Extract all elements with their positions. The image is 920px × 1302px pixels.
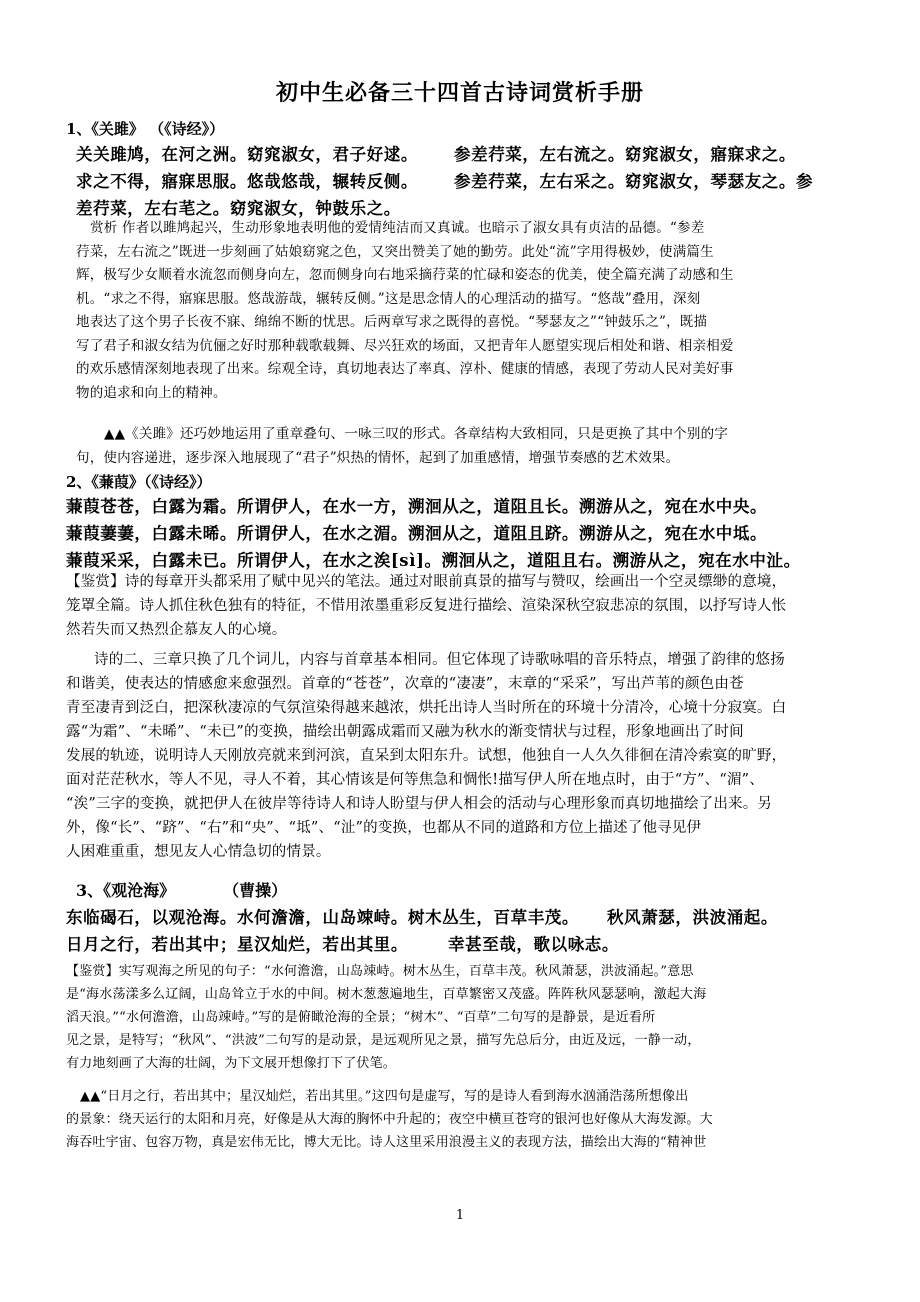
- verse-line: 蒹葭苍苍，白露为霜。所谓伊人，在水一方，溯洄从之，道阻且长。溯游从之，宛在水中央。: [66, 497, 768, 516]
- section-1-verse: [76, 141, 876, 222]
- note-line: 的景象：绕天运行的太阳和月亮，好像是从大海的胸怀中升起的；夜空中横亘苍穹的银河也好像从大海发源。大: [66, 1112, 713, 1127]
- appreciation-line: 【鉴赏】诗的每章开头都采用了赋中见兴的笔法。通过对眼前真景的描写与赞叹，绘画出一个空灵缥缈的意境，: [66, 574, 787, 590]
- analysis-line: 赏析 作者以雎鸠起兴，生动形象地表明他的爱情纯洁而又真诚。也暗示了淑女具有贞洁的品德。“参差: [90, 220, 705, 236]
- paragraph-line: 露“为霜”、“未晞”、“未已”的变换，描绘出朝露成霜而又融为秋水的渐变情状与过程，形象地画出了时间: [66, 724, 744, 740]
- appreciation-line: 【鉴赏】实写观海之所见的句子：“水何澹澹，山岛竦峙。树木丛生，百草丰茂。秋风萧瑟，洪波涌起。”意思: [66, 964, 694, 979]
- section-2-paragraph: [66, 648, 876, 864]
- section-1-note: [76, 423, 876, 470]
- section-3-heading: 3、《观沧海》 （曹操）: [76, 881, 288, 900]
- section-3-appreciation: [66, 960, 876, 1075]
- appreciation-line: 滔天浪。”“水何澹澹，山岛竦峙。”写的是俯瞰沧海的全景；“树木”、“百草”二句写的是静景，是近看所: [66, 1010, 656, 1025]
- analysis-line: 机。“求之不得，寤寐思服。悠哉游哉，辗转反侧。”这是思念情人的心理活动的描写。“悠哉”叠用，深刻: [76, 290, 701, 307]
- paragraph-line: 诗的二、三章只换了几个词儿，内容与首章基本相同。但它体现了诗歌咏唱的音乐特点，增强了韵律的悠扬: [94, 652, 785, 668]
- analysis-line: 的欢乐感情深刻地表现了出来。综观全诗，真切地表达了率真、淳朴、健康的情感，表现了劳动人民对美好事: [76, 361, 734, 377]
- page-number: 1: [455, 1208, 465, 1223]
- appreciation-line: 有力地刻画了大海的壮阔，为下文展开想像打下了伏笔。: [66, 1056, 397, 1071]
- analysis-line: 辉，极写少女顺着水流忽而侧身向左，忽而侧身向右地采摘荇菜的忙碌和姿态的优美，使全篇充满了动感和生: [76, 267, 734, 283]
- appreciation-line: 是“海水荡漾多么辽阔，山岛耸立于水的中间。树木葱葱遍地生，百草繁密又茂盛。阵阵秋风瑟瑟响，激起大海: [66, 987, 707, 1002]
- paragraph-line: 和谐美，使表达的情感愈来愈强烈。首章的“苍苍”，次章的“凄凄”，末章的“采采”，写出芦苇的颜色由苍: [66, 676, 744, 692]
- paragraph-line: 人困难重重，想见友人心情急切的情景。: [66, 844, 331, 860]
- section-2-verse: [66, 493, 876, 574]
- analysis-line: 荇菜，左右流之”既进一步刻画了姑娘窈窕之色，又突出赞美了她的勤劳。此处“流”字用得极妙，使满篇生: [76, 243, 714, 260]
- paragraph-line: 面对茫茫秋水，等人不见，寻人不着，其心情该是何等焦急和惆怅!描写伊人所在地点时，由于“方”、“湄”、: [66, 772, 764, 788]
- section-3-verse: [66, 904, 876, 958]
- appreciation-line: 笼罩全篇。诗人抓住秋色独有的特征，不惜用浓墨重彩反复进行描绘、渲染深秋空寂悲凉的氛围，以抒写诗人怅: [66, 598, 787, 614]
- appreciation-line: 见之景，是特写；“秋风”、“洪波”二句写的是动景，是远观所见之景，描写先总后分，由近及远，一静一动，: [66, 1033, 701, 1048]
- verse-line: 东临碣石，以观沧海。水何澹澹，山岛竦峙。树木丛生，百草丰茂。 秋风萧瑟，洪波涌起。: [66, 908, 778, 927]
- section-2-appreciation: [66, 570, 876, 642]
- analysis-line: 写了君子和淑女结为伉俪之好时那种载歌载舞、尽兴狂欢的场面，又把青年人愿望实现后相处和谐、相亲相爱: [76, 337, 734, 354]
- verse-line: 关关雎鸠，在河之洲。窈窕淑女，君子好逑。 参差荇菜，左右流之。窈窕淑女，寤寐求之。: [76, 145, 796, 164]
- paragraph-line: “涘”三字的变换，就把伊人在彼岸等待诗人和诗人盼望与伊人相会的活动与心理形象而真切地描绘了出来。另: [66, 796, 773, 812]
- paragraph-line: 外，像“长”、“跻”、“右”和“央”、“坻”、“沚”的变换，也都从不同的道路和方位上描述了他寻见伊: [66, 820, 702, 836]
- note-line: ▲▲《关雎》还巧妙地运用了重章叠句、一咏三叹的形式。各章结构大致相同，只是更换了其中个别的字: [104, 426, 728, 442]
- note-line: 海吞吐宇宙、包容万物，真是宏伟无比，博大无比。诗人这里采用浪漫主义的表现方法，描绘出大海的“精神世: [66, 1135, 707, 1150]
- paragraph-line: 发展的轨迹，说明诗人天刚放亮就来到河滨，直呆到太阳东升。试想，他独自一人久久徘徊在清冷索寞的旷野，: [66, 748, 787, 764]
- section-1-heading: 1、《关雎》 （《诗经》）: [66, 120, 225, 138]
- page-title: 初中生必备三十四首古诗词赏析手册: [275, 80, 644, 106]
- paragraph-line: 青至凄青到泛白，把深秋凄凉的气氛渲染得越来越浓，烘托出诗人当时所在的环境十分清冷，心境十分寂寞。白: [66, 700, 787, 716]
- note-line: 句，使内容递进，逐步深入地展现了“君子”炽热的情怀，起到了加重感情，增强节奏感的艺术效果。: [76, 449, 680, 466]
- section-1-analysis: [76, 217, 876, 405]
- verse-line: 求之不得，寤寐思服。悠哉悠哉，辗转反侧。 参差荇菜，左右采之。窈窕淑女，琴瑟友之。参: [76, 172, 814, 191]
- section-3-note: [66, 1085, 876, 1154]
- section-3-author: （曹操）: [223, 881, 288, 900]
- verse-line: 蒹葭萋萋，白露未晞。所谓伊人，在水之湄。溯洄从之，道阻且跻。溯游从之，宛在水中坻。: [66, 524, 768, 543]
- analysis-line: 物的追求和向上的精神。: [76, 384, 227, 401]
- appreciation-line: 然若失而又热烈企慕友人的心境。: [66, 622, 287, 638]
- verse-line: 差荇菜，左右芼之。窈窕淑女，钟鼓乐之。: [76, 199, 401, 218]
- verse-line: 蒹葭采采，白露未已。所谓伊人，在水之涘[sì]。溯洄从之，道阻且右。溯游从之，宛在水中沚。: [66, 551, 801, 570]
- note-line: ▲▲“日月之行，若出其中；星汉灿烂，若出其里。”这四句是虚写，写的是诗人看到海水汹涌浩荡所想像出: [80, 1089, 689, 1104]
- section-2-heading: 2、《蒹葭》（《诗经》）: [66, 473, 212, 491]
- verse-line: 日月之行，若出其中；星汉灿烂，若出其里。 幸甚至哉，歌以咏志。: [66, 935, 619, 954]
- analysis-line: 地表达了这个男子长夜不寐、绵绵不断的忧思。后两章写求之既得的喜悦。“琴瑟友之”“钟鼓乐之”，既描: [76, 314, 708, 330]
